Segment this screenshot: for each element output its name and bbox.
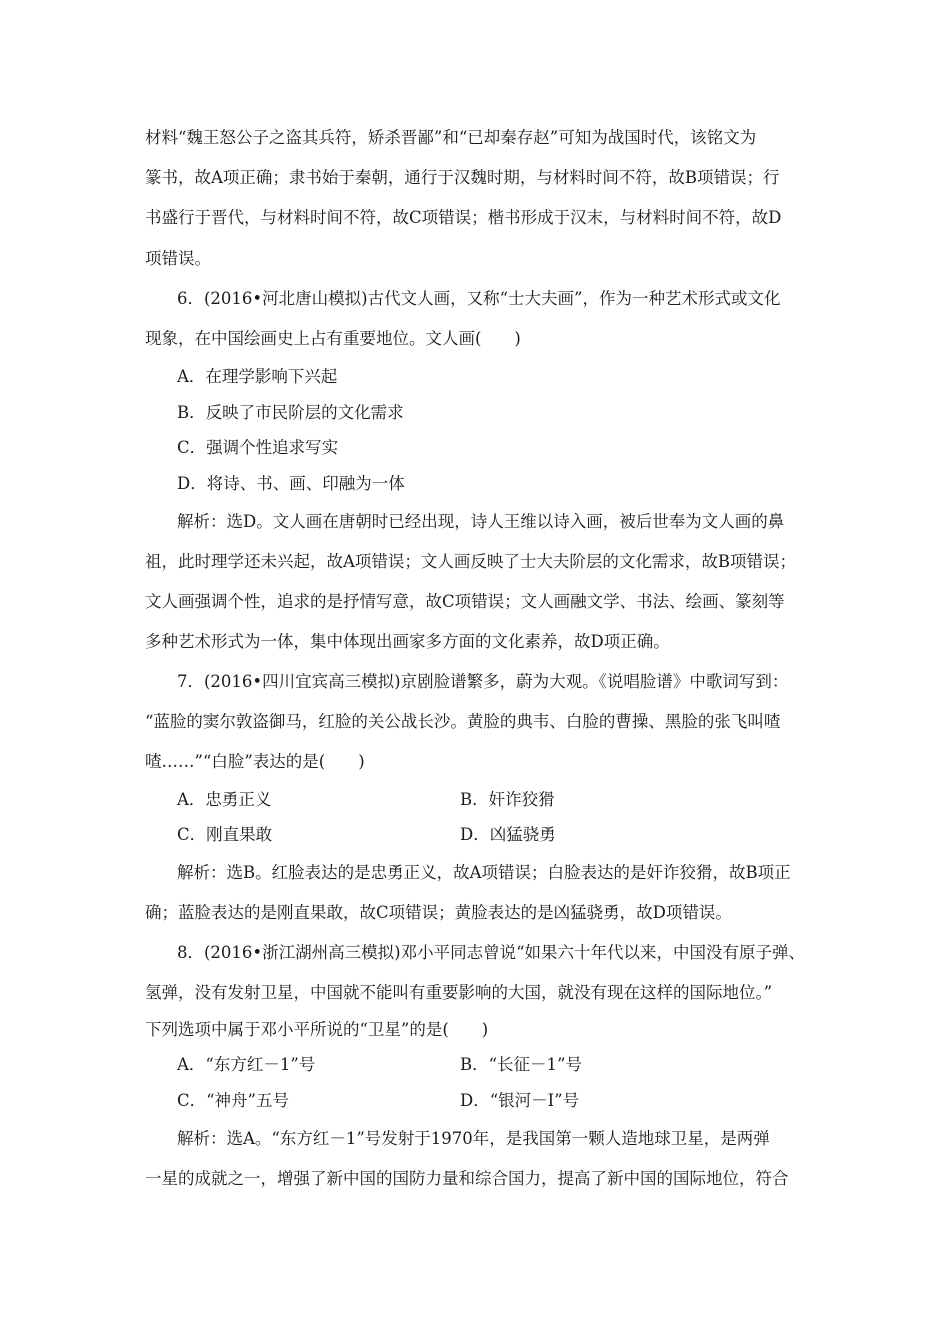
q6-option-d: D．将诗、书、画、印融为一体 [177,474,405,493]
q8-option-b: B．“长征－1”号 [460,1055,582,1074]
q8-stem-line: 8．(2016•浙江湖州高三模拟)邓小平同志曾说“如果六十年代以来，中国没有原子弹、 [177,943,806,962]
q8-option-a: A．“东方红－1”号 [177,1055,316,1074]
q6-option-c: C．强调个性追求写实 [177,438,339,457]
q7-option-d: D．凶猛骁勇 [460,825,556,844]
q6-analysis-line: 文人画强调个性，追求的是抒情写意，故C项错误；文人画融文学、书法、绘画、篆刻等 [145,592,785,611]
intro-line: 篆书，故A项正确；隶书始于秦朝，通行于汉魏时期，与材料时间不符，故B项错误；行 [145,168,780,187]
q7-stem-line: 7．(2016•四川宜宾高三模拟)京剧脸谱繁多，蔚为大观。《说唱脸谱》中歌词写到： [177,672,789,691]
q7-option-a: A．忠勇正义 [177,790,272,809]
q6-stem-line: 现象，在中国绘画史上占有重要地位。文人画( ) [145,329,521,348]
q7-option-c: C．刚直果敢 [177,825,273,844]
q7-stem-line: 喳……”“白脸”表达的是( ) [145,752,365,771]
intro-line: 项错误。 [145,249,211,268]
q8-stem-line: 氢弹，没有发射卫星，中国就不能叫有重要影响的大国，就没有现在这样的国际地位。” [145,983,773,1002]
q8-option-c: C．“神舟”五号 [177,1091,289,1110]
q6-option-a: A．在理学影响下兴起 [177,367,338,386]
q8-analysis-line: 一星的成就之一，增强了新中国的国防力量和综合国力，提高了新中国的国际地位，符合 [145,1169,789,1188]
q7-analysis-line: 解析：选B。红脸表达的是忠勇正义，故A项错误；白脸表达的是奸诈狡猾，故B项正 [177,863,791,882]
q6-analysis-line: 解析：选D。文人画在唐朝时已经出现，诗人王维以诗入画，被后世奉为文人画的鼻 [177,512,785,531]
q7-stem-line: “蓝脸的窦尔敦盗御马，红脸的关公战长沙。黄脸的典韦、白脸的曹操、黑脸的张飞叫喳 [145,712,781,731]
intro-line: 书盛行于晋代，与材料时间不符，故C项错误；楷书形成于汉末，与材料时间不符，故D [145,208,782,227]
q6-option-b: B．反映了市民阶层的文化需求 [177,403,404,422]
q8-analysis-line: 解析：选A。“东方红－1”号发射于1970年，是我国第一颗人造地球卫星，是两弹 [177,1129,770,1148]
q7-option-b: B．奸诈狡猾 [460,790,555,809]
q6-analysis-line: 祖，此时理学还未兴起，故A项错误；文人画反映了士大夫阶层的文化需求，故B项错误； [145,552,797,571]
q6-analysis-line: 多种艺术形式为一体，集中体现出画家多方面的文化素养，故D项正确。 [145,632,670,651]
q6-stem-line: 6．(2016•河北唐山模拟)古代文人画，又称“士大夫画”，作为一种艺术形式或文化 [177,289,781,308]
intro-line: 材料“魏王怒公子之盗其兵符，矫杀晋鄙”和“已却秦存赵”可知为战国时代，该铭文为 [145,128,757,147]
q7-analysis-line: 确；蓝脸表达的是刚直果敢，故C项错误；黄脸表达的是凶猛骁勇，故D项错误。 [145,903,732,922]
q8-stem-line: 下列选项中属于邓小平所说的“卫星”的是( ) [145,1020,489,1039]
q8-option-d: D．“银河－Ⅰ”号 [460,1091,580,1110]
